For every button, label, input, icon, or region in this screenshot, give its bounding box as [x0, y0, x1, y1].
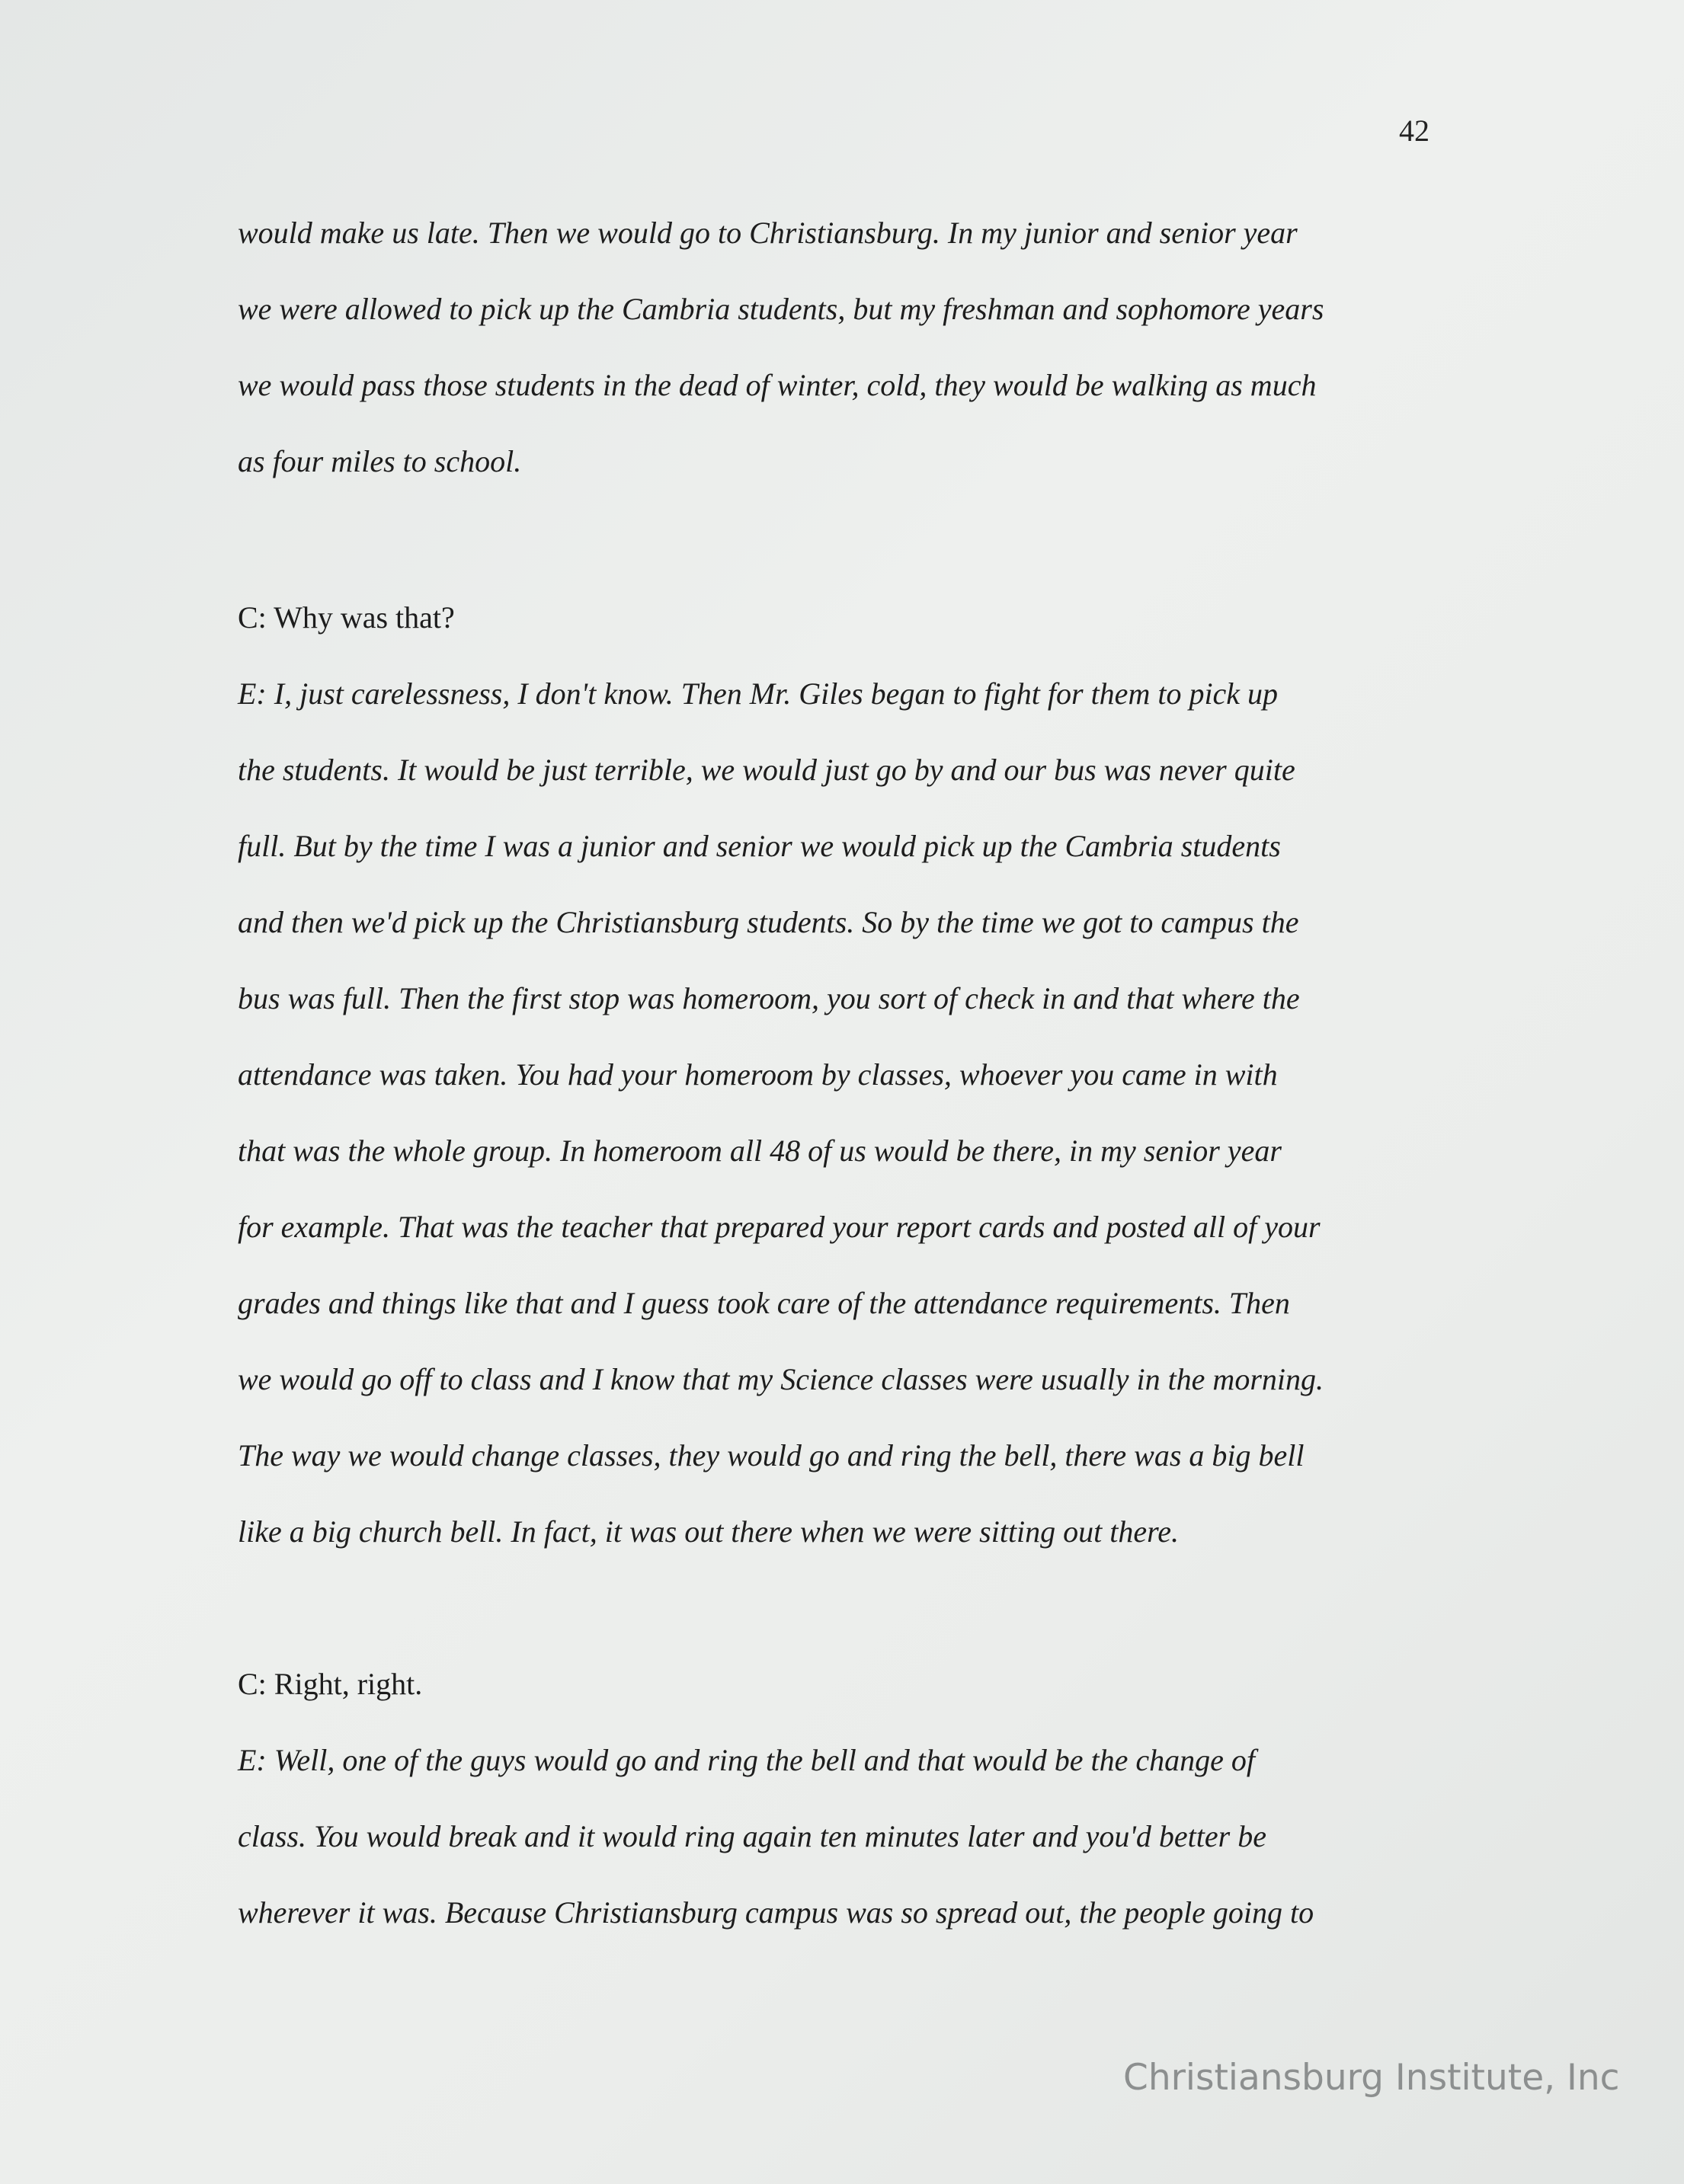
text-line: we would go off to class and I know that my Science classes were usually in the morning.	[238, 1362, 1324, 1396]
text-line: for example. That was the teacher that prepared your report cards and posted all of your	[238, 1210, 1321, 1244]
text-line: class. You would break and it would ring again ten minutes later and you'd better be	[238, 1819, 1266, 1853]
page-number: 42	[1399, 114, 1429, 148]
text-line: like a big church bell. In fact, it was out there when we were sitting out there.	[238, 1514, 1179, 1549]
text-line: as four miles to school.	[238, 444, 522, 478]
text-line: we would pass those students in the dead of winter, cold, they would be walking as much	[238, 368, 1317, 402]
text-line: E: I, just carelessness, I don't know. Then Mr. Giles began to fight for them to pick up	[238, 676, 1279, 711]
text-line: the students. It would be just terrible, we would just go by and our bus was never quite	[238, 753, 1295, 787]
text-line: we were allowed to pick up the Cambria students, but my freshman and sophomore years	[238, 292, 1324, 326]
text-line: that was the whole group. In homeroom all 48 of us would be there, in my senior year	[238, 1134, 1282, 1168]
text-line: attendance was taken. You had your homeroom by classes, whoever you came in with	[238, 1057, 1278, 1092]
text-line: would make us late. Then we would go to Christiansburg. In my junior and senior year	[238, 216, 1298, 250]
paragraph-1	[238, 195, 1442, 500]
interviewer-question: C: Why was that?	[238, 600, 455, 635]
text-line: full. But by the time I was a junior and senior we would pick up the Cambria students	[238, 829, 1281, 863]
paragraph-2	[238, 580, 1442, 1570]
watermark: Christiansburg Institute, Inc	[1123, 2057, 1620, 2099]
interviewer-question: C: Right, right.	[238, 1667, 423, 1701]
text-line: The way we would change classes, they would go and ring the bell, there was a big bell	[238, 1438, 1305, 1473]
paragraph-3	[238, 1646, 1442, 1951]
text-line: grades and things like that and I guess took care of the attendance requirements. Then	[238, 1286, 1290, 1320]
text-line: bus was full. Then the first stop was homeroom, you sort of check in and that where the	[238, 981, 1300, 1015]
text-line: E: Well, one of the guys would go and ring the bell and that would be the change of	[238, 1743, 1256, 1777]
text-line: wherever it was. Because Christiansburg campus was so spread out, the people going to	[238, 1895, 1314, 1930]
text-line: and then we'd pick up the Christiansburg students. So by the time we got to campus the	[238, 905, 1299, 939]
